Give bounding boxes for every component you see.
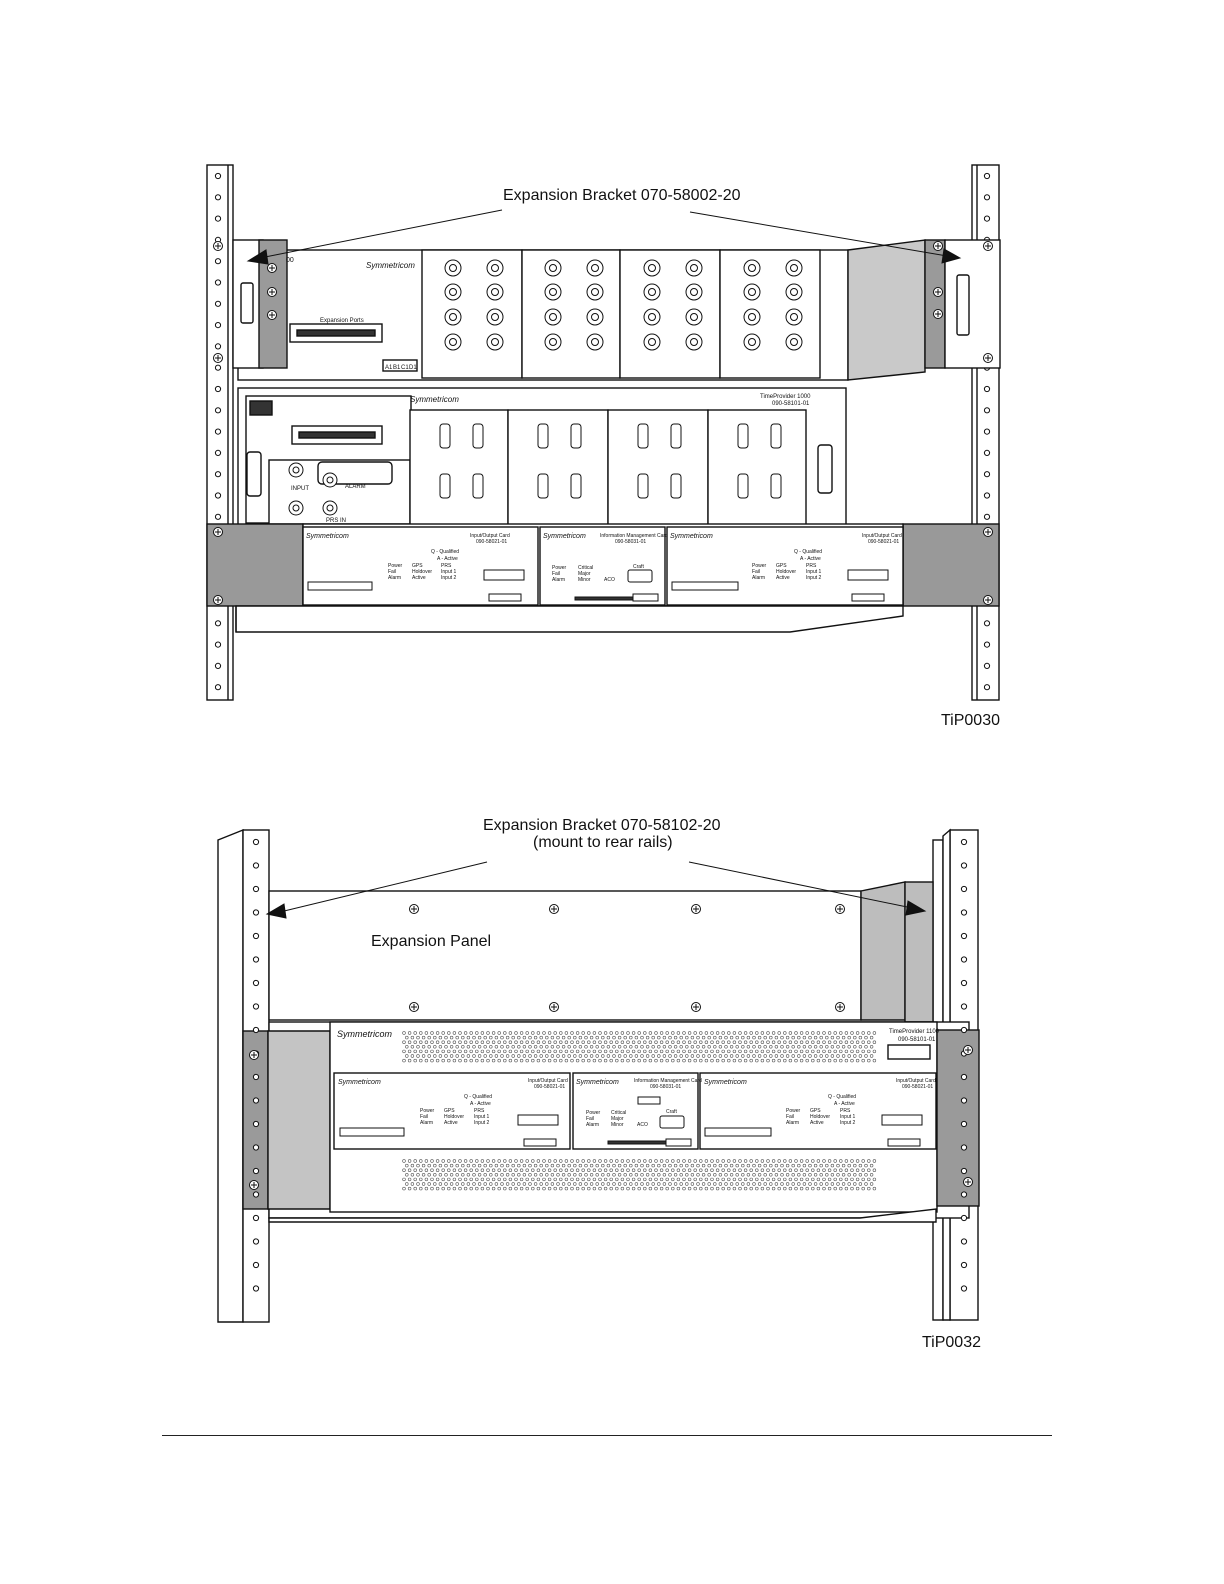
fig2-io-right-led-holdover: Holdover <box>810 1114 831 1120</box>
rail-hole <box>253 1239 258 1244</box>
fig2-io-right-legend-a: A - Active <box>834 1101 855 1107</box>
rail-hole <box>253 933 258 938</box>
io-right-led-gps: GPS <box>776 563 787 569</box>
rail-hole <box>961 863 966 868</box>
io-right-led-fail: Fail <box>752 569 761 575</box>
rail-hole <box>253 910 258 915</box>
fig2-imc-led-fail: Fail <box>586 1116 595 1122</box>
figure-1-id: TiP0030 <box>941 712 1000 729</box>
fig2-io-right-legend-q: Q - Qualified <box>828 1094 857 1100</box>
rail-hole <box>253 1192 258 1197</box>
io-right-legend-a: A - Active <box>800 556 821 562</box>
rail-hole <box>961 1239 966 1244</box>
io-card-right-part: 090-58021-01 <box>868 539 900 545</box>
rail-hole <box>961 1168 966 1173</box>
io-right-led-holdover: Holdover <box>776 569 797 575</box>
fig2-io-right-led-gps: GPS <box>810 1108 821 1114</box>
jack-label-c1: C1 <box>401 365 409 371</box>
prs-label: PRS IN <box>326 518 347 524</box>
rail-hole <box>961 1262 966 1267</box>
fig2-imc-led-minor: Minor <box>611 1122 624 1128</box>
rail-hole <box>961 980 966 985</box>
fig2-io-right-part: 090-58021-01 <box>902 1084 934 1090</box>
rail-hole <box>253 839 258 844</box>
fig2-io-led-power: Power <box>420 1108 435 1114</box>
rail-hole <box>253 1027 258 1032</box>
fig2-imc-craft: Craft <box>666 1109 677 1115</box>
rail-hole <box>253 980 258 985</box>
fig2-io-led-holdover: Holdover <box>444 1114 465 1120</box>
fig2-io-legend-q: Q - Qualified <box>464 1094 493 1100</box>
fig2-io-right-led-input1: Input 1 <box>840 1114 856 1120</box>
expansion-panel-label: Expansion Panel <box>371 933 492 950</box>
io-card-right-brand: Symmetricom <box>670 533 713 540</box>
imc-craft: Craft <box>633 564 644 570</box>
figure-2-callout-line2: (mount to rear rails) <box>533 834 673 851</box>
imc-led-minor: Minor <box>578 577 591 583</box>
fig2-imc-led-critical: Critical <box>611 1110 627 1116</box>
io-legend-a: A - Active <box>437 556 458 562</box>
main-unit-brand: Symmetricom <box>410 395 459 404</box>
imc-card-part: 090-58031-01 <box>615 539 647 545</box>
fig2-imc-aco: ACO <box>637 1122 648 1128</box>
rail-hole <box>961 1145 966 1150</box>
footer-divider <box>162 1435 1052 1436</box>
rail-hole <box>961 910 966 915</box>
rail-hole <box>253 1145 258 1150</box>
fig2-io-brand: Symmetricom <box>338 1079 381 1086</box>
io-led-input1: Input 1 <box>441 569 457 575</box>
imc-led-alarm: Alarm <box>552 577 566 583</box>
rail-hole <box>961 1098 966 1103</box>
fig2-imc-led-major: Major <box>611 1116 624 1122</box>
alarm-label: ALARM <box>345 484 366 490</box>
fig2-io-led-input1: Input 1 <box>474 1114 490 1120</box>
rail-hole <box>253 1215 258 1220</box>
rail-hole <box>961 1192 966 1197</box>
fig2-io-right-title: Input/Output Card <box>896 1078 936 1084</box>
rail-hole <box>253 1074 258 1079</box>
io-right-legend-q: Q - Qualified <box>794 549 823 555</box>
imc-card-brand: Symmetricom <box>543 533 586 540</box>
io-card-part: 090-58021-01 <box>476 539 508 545</box>
io-right-led-active: Active <box>776 575 790 581</box>
io-led-power: Power <box>388 563 403 569</box>
io-led-input2: Input 2 <box>441 575 457 581</box>
rail-hole <box>961 839 966 844</box>
io-card-brand: Symmetricom <box>306 533 349 540</box>
rail-hole <box>253 886 258 891</box>
fig2-io-led-prs: PRS <box>474 1108 485 1114</box>
rail-hole <box>253 1286 258 1291</box>
top-unit-brand: Symmetricom <box>366 261 415 270</box>
io-card-right-title: Input/Output Card <box>862 533 902 539</box>
fig2-io-right-led-input2: Input 2 <box>840 1120 856 1126</box>
jack-label-a1: A1 <box>385 365 393 371</box>
fig2-io-title: Input/Output Card <box>528 1078 568 1084</box>
fig2-io-led-alarm: Alarm <box>420 1120 434 1126</box>
io-led-fail: Fail <box>388 569 397 575</box>
rail-hole <box>961 957 966 962</box>
fig2-io-led-active: Active <box>444 1120 458 1126</box>
io-led-gps: GPS <box>412 563 423 569</box>
io-right-led-prs: PRS <box>806 563 817 569</box>
rail-hole <box>253 1121 258 1126</box>
fig2-io-legend-a: A - Active <box>470 1101 491 1107</box>
top-unit-model-fragment: 00 <box>286 257 294 264</box>
rail-hole <box>961 1004 966 1009</box>
fig2-io-right-led-prs: PRS <box>840 1108 851 1114</box>
imc-card-title: Information Management Card <box>600 533 668 539</box>
input-label: INPUT <box>291 486 309 492</box>
io-led-alarm: Alarm <box>388 575 402 581</box>
io-right-led-input1: Input 1 <box>806 569 822 575</box>
imc-led-major: Major <box>578 571 591 577</box>
rail-hole <box>253 863 258 868</box>
io-led-active: Active <box>412 575 426 581</box>
figure-2-id: TiP0032 <box>922 1334 981 1351</box>
rail-hole <box>961 1286 966 1291</box>
fig2-imc-part: 090-58031-01 <box>650 1084 682 1090</box>
fig2-imc-led-power: Power <box>586 1110 601 1116</box>
io-legend-q: Q - Qualified <box>431 549 460 555</box>
fig2-imc-title: Information Management Card <box>634 1078 702 1084</box>
fig2-io-led-fail: Fail <box>420 1114 429 1120</box>
io-led-holdover: Holdover <box>412 569 433 575</box>
expansion-ports-label: Expansion Ports <box>320 318 364 324</box>
rail-hole <box>253 1098 258 1103</box>
jack-label-d1: D1 <box>409 365 417 371</box>
fig2-imc-led-alarm: Alarm <box>586 1122 600 1128</box>
fig2-io-right-led-alarm: Alarm <box>786 1120 800 1126</box>
rail-hole <box>253 1004 258 1009</box>
rail-hole <box>961 1121 966 1126</box>
fig2-io-right-led-power: Power <box>786 1108 801 1114</box>
io-led-prs: PRS <box>441 563 452 569</box>
rail-hole <box>253 1262 258 1267</box>
fig2-main-brand: Symmetricom <box>337 1029 393 1039</box>
fig2-io-led-input2: Input 2 <box>474 1120 490 1126</box>
figure-1-callout: Expansion Bracket 070-58002-20 <box>503 187 741 204</box>
figure-2-callout-line1: Expansion Bracket 070-58102-20 <box>483 817 721 834</box>
imc-led-fail: Fail <box>552 571 561 577</box>
imc-led-critical: Critical <box>578 565 594 571</box>
io-right-led-input2: Input 2 <box>806 575 822 581</box>
fig2-main-part: 090-58101-01 <box>898 1037 936 1043</box>
fig2-io-led-gps: GPS <box>444 1108 455 1114</box>
io-right-led-alarm: Alarm <box>752 575 766 581</box>
fig2-io-right-led-active: Active <box>810 1120 824 1126</box>
main-unit-part: 090-58101-01 <box>772 401 810 407</box>
imc-led-power: Power <box>552 565 567 571</box>
main-unit-model: TimeProvider 1000 <box>760 394 811 400</box>
rail-hole <box>961 886 966 891</box>
rail-hole <box>961 933 966 938</box>
fig2-main-model: TimeProvider 1100 <box>889 1029 940 1035</box>
fig2-io-part: 090-58021-01 <box>534 1084 566 1090</box>
rail-hole <box>961 1215 966 1220</box>
rail-hole <box>253 957 258 962</box>
jack-label-b1: B1 <box>393 365 401 371</box>
rail-hole <box>961 1074 966 1079</box>
rail-hole <box>253 1168 258 1173</box>
io-right-led-power: Power <box>752 563 767 569</box>
fig2-imc-brand: Symmetricom <box>576 1079 619 1086</box>
imc-aco: ACO <box>604 577 615 583</box>
fig2-io-right-led-fail: Fail <box>786 1114 795 1120</box>
fig2-io-right-brand: Symmetricom <box>704 1079 747 1086</box>
rail-hole <box>961 1027 966 1032</box>
io-card-title: Input/Output Card <box>470 533 510 539</box>
